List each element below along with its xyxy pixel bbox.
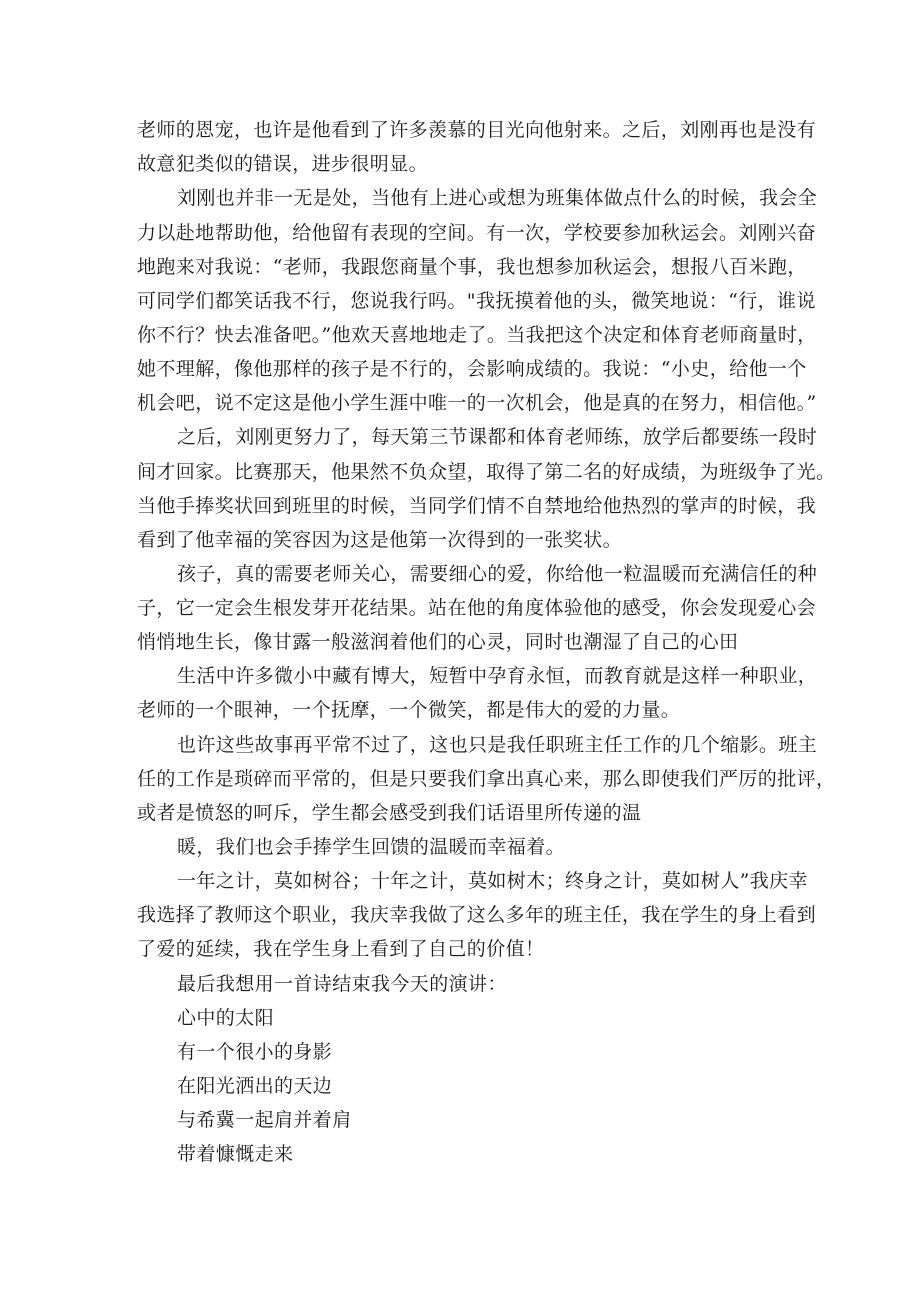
poem-line: 与希冀一起肩并着肩 (177, 1109, 352, 1131)
poem-line: 带着慷慨走来 (177, 1143, 294, 1165)
text-line: 之后，刘刚更努力了，每天第三节课都和体育老师练，放学后都要练一段时 (177, 426, 818, 448)
text-line: 力以赴地帮助他，给他留有表现的空间。有一次，学校要参加秋运会。刘刚兴奋 (137, 222, 817, 244)
text-line: 可同学们都笑话我不行，您说我行吗。"我抚摸着他的头，微笑地说：“行，谁说 (137, 290, 816, 312)
text-line: 生活中许多微小中藏有博大，短暂中孕育永恒，而教育就是这样一种职业， (177, 665, 818, 687)
text-line: 你不行？快去准备吧。”他欢天喜地地走了。当我把这个决定和体育老师商量时， (137, 324, 817, 346)
text-line: 老师的恩宠，也许是他看到了许多羡慕的目光向他射来。之后，刘刚再也是没有 (137, 119, 817, 141)
text-line: 或者是愤怒的呵斥，学生都会感受到我们话语里所传递的温 (137, 802, 642, 824)
text-line: 机会吧，说不定这是他小学生涯中唯一的一次机会，他是真的在努力，相信他。” (137, 392, 817, 414)
text-line: 一年之计，莫如树谷；十年之计，莫如树木；终身之计，莫如树人”我庆幸 (177, 870, 808, 892)
text-line: 看到了他幸福的笑容因为这是他第一次得到的一张奖状。 (137, 529, 623, 551)
poem-line: 在阳光洒出的天边 (177, 1075, 333, 1097)
poem-line: 有一个很小的身影 (177, 1041, 333, 1063)
text-line: 间才回家。比赛那天，他果然不负众望，取得了第二名的好成绩，为班级争了光。 (137, 461, 836, 483)
text-line: 悄悄地生长，像甘露一般滋润着他们的心灵，同时也潮湿了自己的心田 (137, 631, 739, 653)
text-line: 暖，我们也会手捧学生回馈的温暖而幸福着。 (177, 836, 566, 858)
text-line: 我选择了教师这个职业，我庆幸我做了这么多年的班主任，我在学生的身上看到 (137, 904, 817, 926)
text-line: 孩子，真的需要老师关心，需要细心的爱，你给他一粒温暖而充满信任的种 (177, 563, 818, 585)
text-line: 老师的一个眼神，一个抚摩，一个微笑，都是伟大的爱的力量。 (137, 699, 681, 721)
text-line: 最后我想用一首诗结束我今天的演讲： (177, 973, 507, 995)
text-line: 地跑来对我说：“老师，我跟您商量个事，我也想参加秋运会，想报八百米跑， (137, 256, 807, 278)
text-line: 故意犯类似的错误，进步很明显。 (137, 153, 429, 175)
text-line: 她不理解，像他那样的孩子是不行的，会影响成绩的。我说：“小史，给他一个 (137, 358, 807, 380)
text-line: 刘刚也并非一无是处，当他有上进心或想为班集体做点什么的时候，我会全 (177, 187, 818, 209)
poem-line: 心中的太阳 (177, 1007, 275, 1029)
text-line: 了爱的延续，我在学生身上看到了自己的价值！ (137, 938, 545, 960)
text-line: 也许这些故事再平常不过了，这也只是我任职班主任工作的几个缩影。班主 (177, 734, 818, 756)
text-line: 子，它一定会生根发芽开花结果。站在他的角度体验他的感受，你会发现爱心会 (137, 597, 817, 619)
text-line: 任的工作是琐碎而平常的，但是只要我们拿出真心来，那么即使我们严厉的批评， (137, 768, 836, 790)
text-line: 当他手捧奖状回到班里的时候，当同学们情不自禁地给他热烈的掌声的时候，我 (137, 495, 817, 517)
